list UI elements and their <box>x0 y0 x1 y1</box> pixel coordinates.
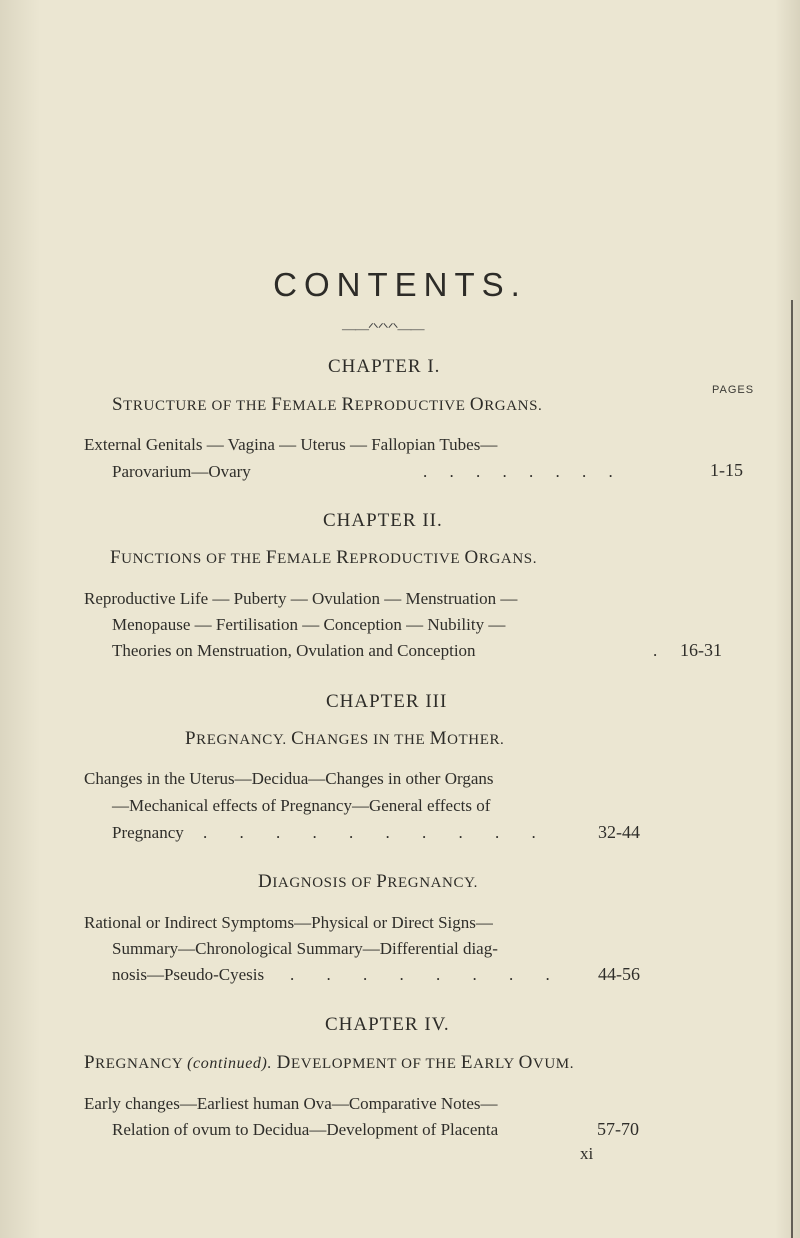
page-folio-number: xi <box>580 1144 594 1163</box>
chapter-1-leader-dots: . . . . . . . . <box>423 462 622 481</box>
chapter-3-entry-line-2: —Mechanical effects of Pregnancy—General effects of <box>112 796 491 815</box>
diagnosis-entry-line-1: Rational or Indirect Symptoms—Physical or Direct Signs— <box>84 913 493 932</box>
chapter-2-heading: CHAPTER II. <box>323 510 443 531</box>
chapter-2-section-title: FUNCTIONS OF THE FEMALE REPRODUCTIVE ORGANS. <box>110 547 538 568</box>
chapter-2-leader-dots: . <box>653 641 658 660</box>
chapter-2-pages: 16-31 <box>680 640 722 660</box>
chapter-3-pages: 32-44 <box>598 822 640 842</box>
chapter-2-entry-line-3: Theories on Menstruation, Ovulation and Conception <box>112 641 476 660</box>
diagnosis-entry-line-2: Summary—Chronological Summary—Differential diag- <box>112 939 498 958</box>
chapter-1-pages: 1-15 <box>710 460 743 480</box>
chapter-1-heading: CHAPTER I. <box>328 356 441 377</box>
page-edge-line <box>791 300 793 1238</box>
chapter-2-entry-line-2: Menopause — Fertilisation — Conception — Nubility — <box>112 615 506 634</box>
chapter-1-entry-line-2: Parovarium—Ovary <box>112 462 251 481</box>
chapter-2-entry-line-1: Reproductive Life — Puberty — Ovulation — Menstruation — <box>84 589 518 608</box>
diagnosis-section-title: DIAGNOSIS OF PREGNANCY. <box>258 871 478 892</box>
chapter-4-entry-line-1: Early changes—Earliest human Ova—Comparative Notes— <box>84 1094 498 1113</box>
chapter-3-entry-line-3: Pregnancy <box>112 823 184 842</box>
chapter-1-entry-line-1: External Genitals — Vagina — Uterus — Fallopian Tubes— <box>84 435 498 454</box>
chapter-4-heading: CHAPTER IV. <box>325 1014 450 1035</box>
chapter-1-section-title: STRUCTURE OF THE FEMALE REPRODUCTIVE ORGANS. <box>112 394 543 415</box>
contents-title: CONTENTS. <box>273 266 527 303</box>
chapter-3-heading: CHAPTER III <box>326 691 448 712</box>
chapter-3-section-title: PREGNANCY. CHANGES IN THE MOTHER. <box>185 728 505 749</box>
chapter-4-pages: 57-70 <box>597 1119 639 1139</box>
chapter-3-leader-dots: . . . . . . . . . . <box>203 823 550 842</box>
chapter-4-section-title: PREGNANCY (continued). DEVELOPMENT OF THE EARLY OVUM. <box>84 1052 575 1073</box>
pages-column-label: PAGES <box>712 384 755 396</box>
decorative-ornament: ——ᐟᐠᐟᐠᐟᐠ—— <box>342 322 424 337</box>
diagnosis-pages: 44-56 <box>598 964 640 984</box>
chapter-4-entry-line-2: Relation of ovum to Decidua—Development of Placenta <box>112 1120 499 1139</box>
diagnosis-leader-dots: . . . . . . . . <box>290 965 564 984</box>
diagnosis-entry-line-3: nosis—Pseudo-Cyesis <box>112 965 265 984</box>
chapter-3-entry-line-1: Changes in the Uterus—Decidua—Changes in other Organs <box>84 769 494 788</box>
